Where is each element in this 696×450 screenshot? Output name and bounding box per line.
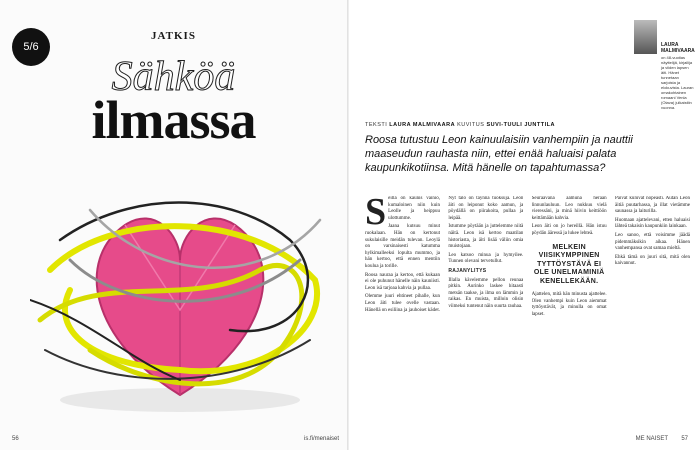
page-badge: 5/6 bbox=[12, 28, 50, 66]
paragraph: Ajattelen, mitä hän minusta ajattelee. Olen vanhempi kuin Leon aiemmat tyttöystävät, ja minulla on omat lapset. bbox=[531, 292, 607, 317]
paragraph: Päivät kuluvat nopeasti. Autan Leon äitiä puutarhassa, ja illat vietämme saunassa ja laiturilla. bbox=[614, 196, 690, 215]
cable-heart-illustration bbox=[30, 150, 330, 420]
paragraph: Seuraavana aamuna herään linnunlauluun. Leo nukkuu vielä vieressäni, ja minä hiivin keittiöön keittämään kahvia. bbox=[531, 196, 607, 221]
paragraph: Jaana kutsuu minut ruokalaan. Hän on kertonut sukulaisille meidän tulevan. Leoylä on varsinaisesti katumma hylkimalleeksi lopulta mummo, ja hän kertoo, että ennen mentiin koulua ja torille. bbox=[365, 224, 440, 269]
right-page bbox=[349, 0, 696, 450]
paragraph: Leo sanoo, että voisimme jäädä pidemmäksikin aikaa. Hänen vanhempansa ovat samaa mieltä. bbox=[614, 232, 690, 252]
paragraph: Leon äiti on jo hereillä. Hän istuu pöydän ääressä ja lukee lehteä. bbox=[531, 224, 607, 236]
paragraph: Leo katsoo minua ja hymyilee. Tunnen olevani tervetullut. bbox=[448, 252, 524, 265]
author-name: LAURA MALMIVAARA bbox=[661, 42, 695, 54]
folio-number-left: 56 bbox=[12, 436, 19, 442]
byline-photo-label: KUVITUS bbox=[457, 122, 485, 128]
paragraph: Huomaan ajattelevani, etten haluaisi lähteä takaisin kaupunkiin lainkaan. bbox=[614, 217, 690, 230]
title-line-1: Sähköä bbox=[111, 54, 236, 100]
kicker: JATKIS bbox=[151, 30, 196, 42]
paragraph: Roosa nauraa ja kertoo, että kukaan ei ole puhunut hänelle näin kauniisti. Leon isä tarjoaa kahvia ja pullaa. bbox=[365, 272, 440, 291]
article-column-4 bbox=[615, 196, 690, 436]
title-line-2: ilmassa bbox=[91, 90, 256, 150]
article-column-1 bbox=[365, 196, 440, 436]
byline bbox=[365, 122, 555, 128]
paragraph: eilla on kaunis vainio, kumaloinen niin kuin Leolle ja heippuu ulottumme. bbox=[388, 196, 440, 221]
paragraph: Nyt talo on täynnä tuoksuja. Leon äiti on leiponut koko aamun, ja pöydällä on piirakoita, pullaa ja leipää. bbox=[448, 196, 524, 221]
byline-author: LAURA MALMIVAARA bbox=[389, 122, 456, 128]
folio-magazine: ME NAISET bbox=[635, 436, 668, 442]
byline-photo: SUVI-TUULI JUNTTILA bbox=[486, 122, 555, 128]
article-column-3 bbox=[532, 196, 607, 436]
paragraph: Istumme pöytään ja juttelemme niitä näitä. Leon isä kertoo maatilan historiasta, ja äiti lisää väliin omia muistojaan. bbox=[448, 224, 524, 250]
folio-site: is.fi/menaiset bbox=[303, 436, 339, 442]
folio-number-right: 57 bbox=[681, 436, 688, 442]
article-columns bbox=[365, 196, 690, 436]
paragraph: Olemme juuri ehtineet pihalle, kun Leon äiti tulee ovelle vastaan. Hänellä on esiliina ja jauhoiset kädet. bbox=[365, 294, 440, 313]
article-column-2 bbox=[448, 196, 523, 436]
byline-text-label: TEKSTI bbox=[365, 122, 388, 128]
author-photo bbox=[634, 20, 657, 54]
subheading: RAJANYLITYS bbox=[448, 267, 487, 274]
author-bio: on 48-vuotias näyttelijä, kirjailija ja viiden lapsen äiti. Hänet tunnetaan sarjoista ja elokuvista. Lauran omakohtainen romaani Venla (Otava) julkaistiin vuonna. bbox=[661, 55, 694, 110]
left-page bbox=[0, 0, 347, 450]
paragraph: Ehkä tämä on juuri sitä, mitä olen kaivannut. bbox=[614, 254, 690, 267]
drop-cap: S bbox=[365, 196, 387, 233]
pull-quote: MELKEIN VIISIKYMPPINEN TYTTÖYSTÄVÄ EI OLE UNELMAMINIÄ KENELLEKÄÄN. bbox=[533, 243, 605, 285]
paragraph: Illalla kävelemme pellon reunaa pitkin. Aurinko laskee hitaasti metsän taakse, ja ilma on lämmin ja raikas. En muista, milloin olisin viimeksi tuntenut näin suurta rauhaa. bbox=[448, 277, 524, 309]
lead-paragraph: Roosa tutustuu Leon kainuulaisiin vanhempiin ja nauttii maaseudun rauhasta niin, ettei enää haluaisi palata kaupunkikotiinsa. Mitä hänelle on tapahtumassa? bbox=[365, 134, 633, 174]
